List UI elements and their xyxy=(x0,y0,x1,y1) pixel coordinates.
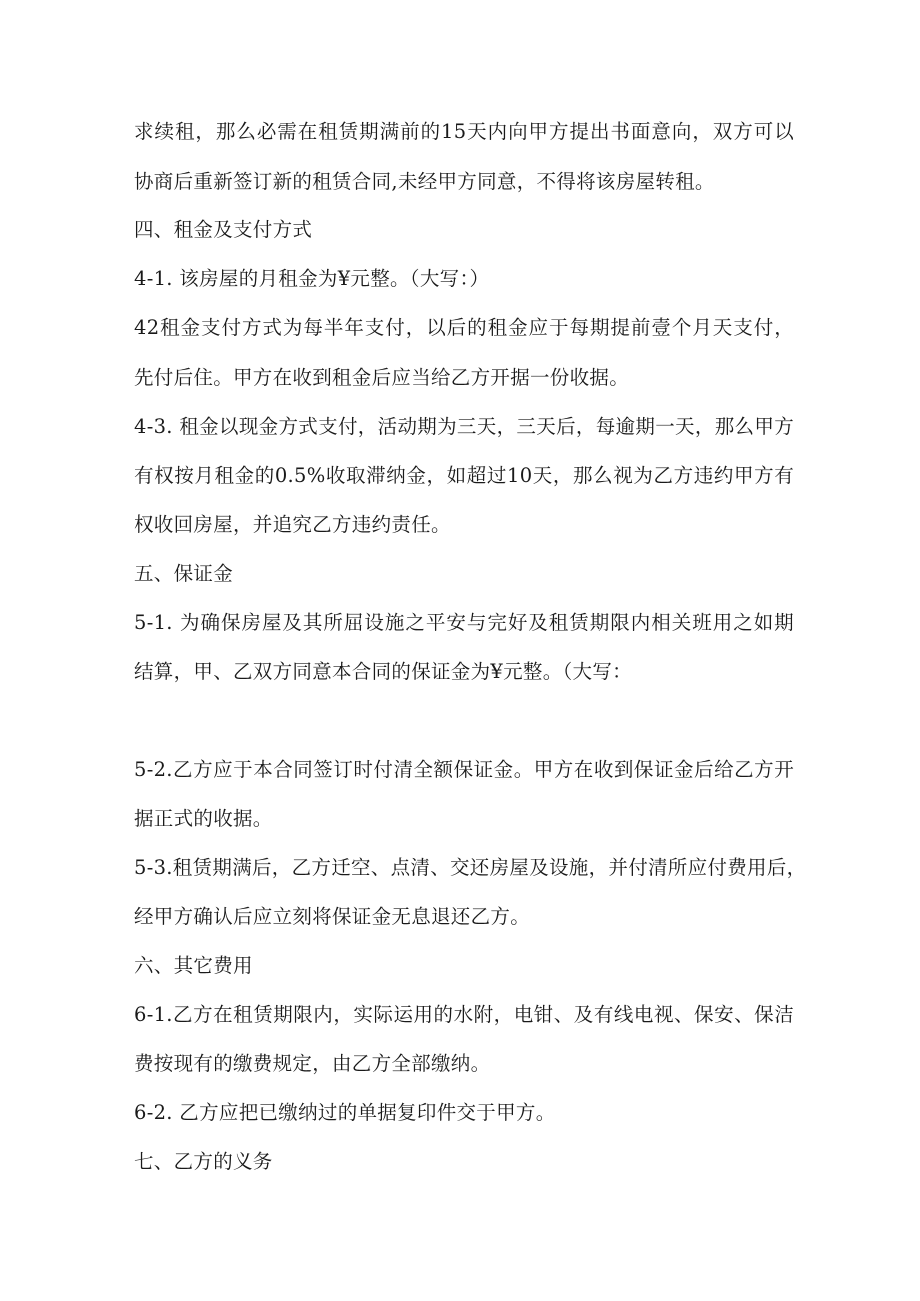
section-heading: 五、保证金 xyxy=(134,562,234,585)
paragraph-line: 有权按月租金的0.5%收取滞纳金，如超过10天，那么视为乙方违约甲方有 xyxy=(134,464,794,487)
section-heading: 四、租金及支付方式 xyxy=(134,218,313,241)
paragraph-line: 先付后住。甲方在收到租金后应当给乙方开据一份收据。 xyxy=(134,366,630,389)
paragraph-line: 42租金支付方式为每半年支付，以后的租金应于每期提前壹个月天支付， xyxy=(134,316,794,339)
paragraph-line: 5-1. 为确保房屋及其所屈设施之平安与完好及租赁期限内相关班用之如期 xyxy=(134,611,794,634)
paragraph-line: 6-2. 乙方应把已缴纳过的单据复印件交于甲方。 xyxy=(134,1101,556,1124)
paragraph-line: 结算，甲、乙双方同意本合同的保证金为¥元整。（大写： xyxy=(134,660,632,683)
paragraph-line: 据正式的收据。 xyxy=(134,807,273,830)
section-heading: 七、乙方的义务 xyxy=(134,1150,273,1173)
paragraph-line: 4-1. 该房屋的月租金为¥元整。（大写：） xyxy=(134,267,490,290)
paragraph-line: 协商后重新签订新的租赁合同,未经甲方同意，不得将该房屋转租。 xyxy=(134,170,715,193)
paragraph-line: 6-1.乙方在租赁期限内，实际运用的水附，电钳、及有线电视、保安、保洁 xyxy=(134,1003,794,1026)
paragraph-line: 费按现有的缴费规定，由乙方全部缴纳。 xyxy=(134,1052,491,1075)
paragraph-line: 5-3.租赁期满后，乙方迁空、点清、交还房屋及设施，并付清所应付费用后， xyxy=(134,856,807,879)
paragraph-line: 权收回房屋，并追究乙方违约责任。 xyxy=(134,513,451,536)
paragraph-line: 4-3. 租金以现金方式支付，活动期为三天，三天后，每逾期一天，那么甲方 xyxy=(134,415,794,438)
paragraph-line: 求续租，那么必需在租赁期满前的15天内向甲方提出书面意向，双方可以 xyxy=(134,120,794,143)
paragraph-line: 5-2.乙方应于本合同签订时付清全额保证金。甲方在收到保证金后给乙方开 xyxy=(134,758,794,781)
paragraph-line: 经甲方确认后应立刻将保证金无息退还乙方。 xyxy=(134,905,531,928)
section-heading: 六、其它费用 xyxy=(134,954,253,977)
